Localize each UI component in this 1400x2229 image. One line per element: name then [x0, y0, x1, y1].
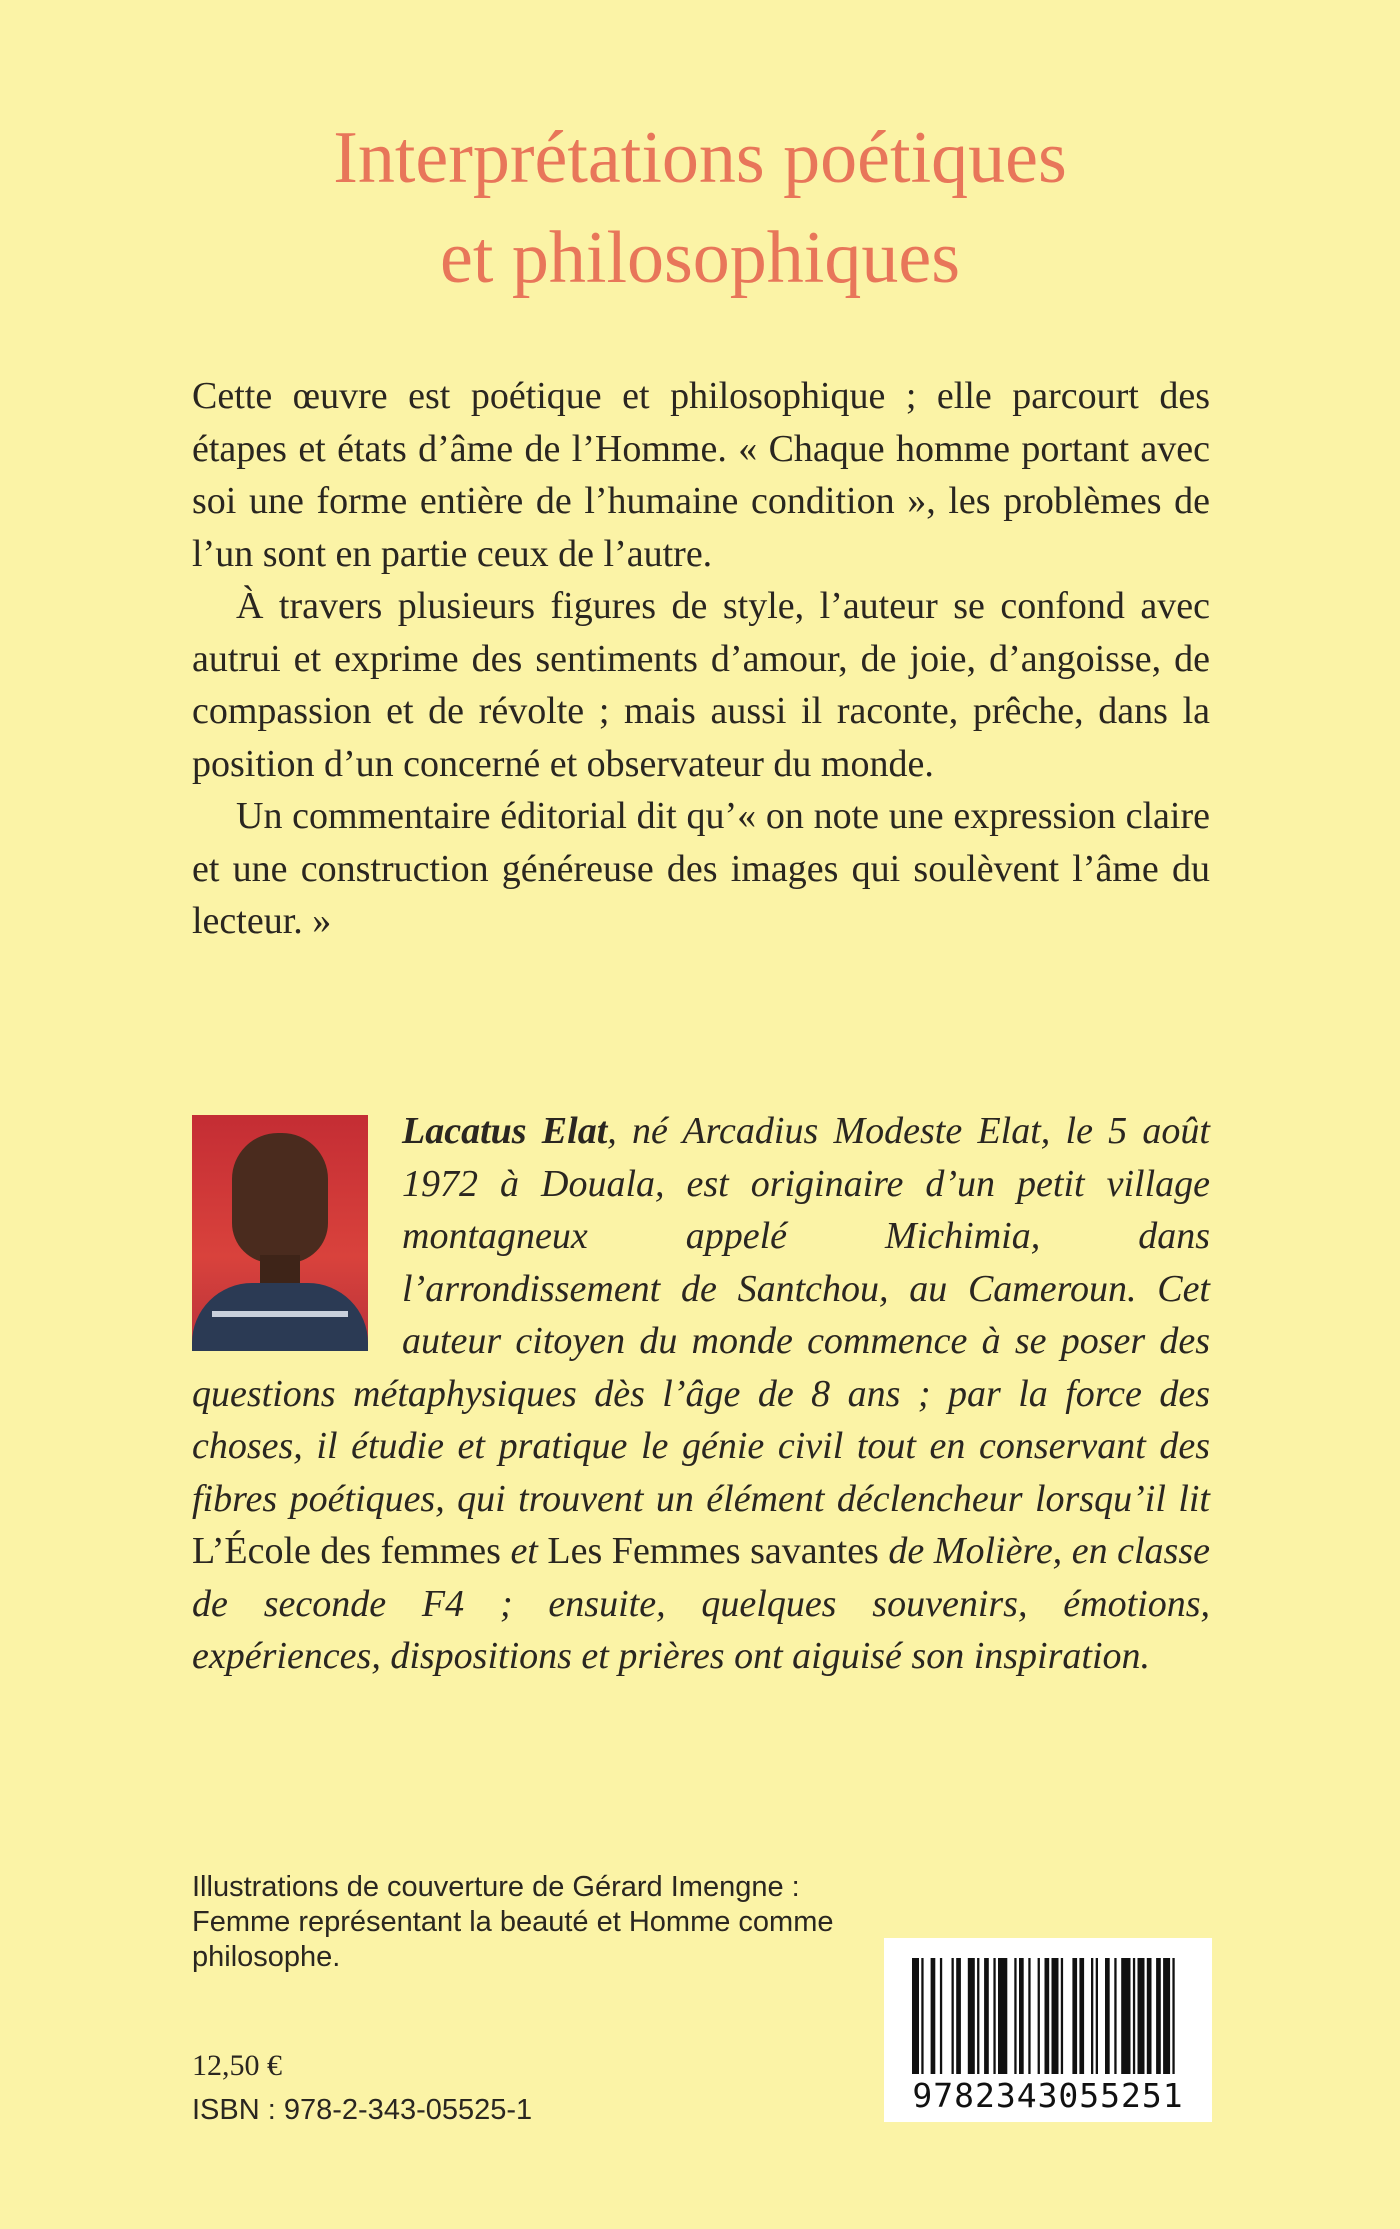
barcode-bar — [931, 1958, 936, 2074]
barcode-bar — [940, 1958, 942, 2074]
barcode-bar — [968, 1958, 975, 2074]
barcode-bar — [956, 1958, 961, 2074]
summary-paragraph-3: Un commentaire éditorial dit qu’« on note une expression claire et une construction généreuse des images qui soulèvent l’âme du lecteur. » — [192, 795, 1210, 942]
barcode-bar — [1079, 1958, 1084, 2074]
isbn: ISBN : 978-2-343-05525-1 — [192, 2094, 533, 2126]
barcode-bar — [1133, 1958, 1135, 2074]
barcode-bar — [1096, 1958, 1098, 2074]
barcode-bar — [1091, 1958, 1093, 2074]
barcode-digits: 9782343055251 — [912, 2076, 1184, 2115]
barcode-bar — [1121, 1958, 1130, 2074]
barcode-bar — [1045, 1958, 1050, 2074]
barcode-bars — [910, 1958, 1186, 2074]
barcode-bar — [1038, 1958, 1040, 2074]
barcode-bar — [1114, 1958, 1116, 2074]
book-summary — [192, 370, 1210, 948]
barcode-bar — [952, 1958, 954, 2074]
barcode-bar — [1072, 1958, 1077, 2074]
barcode-bar — [912, 1958, 919, 2074]
cover-illustration-credits: Illustrations de couverture de Gérard Imengne : Femme représentant la beauté et Homme comme philosophe. — [192, 1871, 834, 1973]
price: 12,50 € — [192, 2049, 282, 2082]
bio-text-2: et — [500, 1530, 548, 1572]
barcode-bar — [1172, 1958, 1174, 2074]
barcode-bar — [977, 1958, 979, 2074]
bio-text-1: , né Arcadius Modeste Elat, le 5 août 1972 à Douala, est originaire d’un petit village montagneux appelé Michimia, dans l’arrondissement de Santchou, au Cameroun. Cet auteur citoyen du monde commence à se poser des questions métaphysiques dès l’âge de 8 ans ; par la force des choses, il étudie et pratique le génie civil tout en conservant des fibres poétiques, qui trouvent un élément déclencheur lorsqu’il lit — [192, 1110, 1210, 1520]
book-title-line-2: et philosophiques — [439, 217, 961, 299]
barcode-bar — [1019, 1958, 1024, 2074]
barcode-bar — [921, 1958, 923, 2074]
book-title-line-1: Interprétations poétiques — [333, 117, 1067, 199]
book-title — [0, 108, 1400, 308]
bio-text-3: de Molière, en classe de seconde F4 ; ensuite, quelques souvenirs, émotions, expériences, dispositions et prières ont aiguisé son inspiration. — [192, 1530, 1210, 1677]
barcode-bar — [1163, 1958, 1170, 2074]
barcode-bar — [1014, 1958, 1016, 2074]
barcode — [884, 1938, 1212, 2122]
barcode-bar — [984, 1958, 989, 2074]
author-name: Lacatus Elat — [402, 1110, 608, 1152]
book-reference-1: L’École des femmes — [192, 1530, 501, 1572]
photo-spacer — [192, 1105, 402, 1367]
barcode-bar — [1138, 1958, 1145, 2074]
barcode-bar — [1052, 1958, 1059, 2074]
barcode-bar — [1061, 1958, 1063, 2074]
barcode-bar — [1028, 1958, 1030, 2074]
barcode-bar — [1156, 1958, 1161, 2074]
summary-paragraph-1: Cette œuvre est poétique et philosophique ; elle parcourt des étapes et états d’âme de l’Homme. « Chaque homme portant avec soi une forme entière de l’humaine condition », les problèmes de l’un sont en partie ceux de l’autre. — [192, 375, 1210, 575]
barcode-bar — [1105, 1958, 1110, 2074]
book-reference-2: Les Femmes savantes — [547, 1530, 879, 1572]
barcode-bar — [993, 1958, 995, 2074]
author-biography — [192, 1105, 1210, 1683]
summary-paragraph-2: À travers plusieurs figures de style, l’auteur se confond avec autrui et exprime des sentiments d’amour, de joie, d’angoisse, de compassion et de révolte ; mais aussi il raconte, prêche, dans la position d’un concerné et observateur du monde. — [192, 585, 1210, 785]
barcode-bar — [1147, 1958, 1152, 2074]
barcode-bar — [998, 1958, 1007, 2074]
